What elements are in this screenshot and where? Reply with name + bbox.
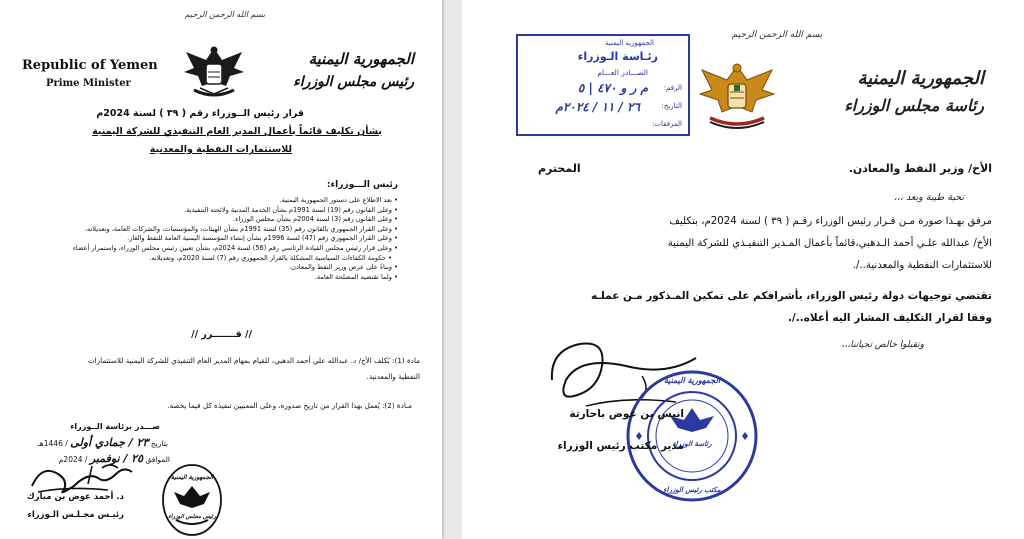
date-greg-label: الموافق [145,455,170,464]
decides-heading: // قـــــــرر // [191,329,252,340]
reg-stamp-line2: رئـاسة الـوزراء [577,50,658,63]
cover-letter-document [462,0,1024,539]
stamp-bottom-text: مكتب رئيس الوزراء [663,486,721,494]
article-2: مـادة (2): يُعمل بهذا القرار من تاريخ صدوره، وعلى المعنيين تنفيذه كل فيما يخصه. [167,401,412,410]
header-en-line2: Prime Minister [46,78,131,89]
body-line2: الأخ/ عبدالله علـي أحمد الـدهبي،قائماً بأعمال المـدير التنفيـذي للشركة اليمنية [667,238,992,249]
consideration-item: • حكومة الكفاءات السياسية المشكلة بالقرار الجمهوري رقم (7) لسنة 2020م، وتعديلاته. [8,254,398,264]
article-1-line2: النفطية والمعدنية. [366,372,420,381]
yemen-eagle-emblem-gold-icon [696,58,778,134]
stamp-ring-text: الجمهورية اليمنية [663,376,721,385]
article-1-line1: مادة (1): يُكلف الأخ/ د. عبدالله علي أحمد الدهبي، للقيام بمهام المدير العام التنفيذي للشركة اليمنية للاستثمارات [87,356,420,365]
basmala: بسم الله الرحمن الرحيم [731,30,823,40]
addressee: الأخ/ وزير النفط والمعادن. [848,162,992,175]
reg-stamp-date-label: التاريخ: [661,102,682,110]
consideration-item: • بعد الاطلاع على دستور الجمهورية اليمنية. [8,196,398,206]
header-en-line1: Republic of Yemen [22,58,158,73]
date-hijri-year: / 1446هـ [37,439,68,448]
greeting: تحية طيبة وبعد ،،، [893,192,964,203]
reg-stamp-line3: الصـــادر العـــام [597,68,648,77]
hijri-date [38,436,168,449]
stamp-center-text: رئاسة الوزراء [672,440,712,448]
signer-name: د. أحمد عوض بن مبارك [26,492,124,502]
registration-stamp [516,34,690,136]
body-line3: للاستثمارات النفطية والمعدنية../. [852,260,992,271]
body-line1: مرفق بهـذا صورة مـن قـرار رئيس الوزراء رقـم ( ٣٩ ) لسنة 2024م، بتكليف [669,216,992,227]
closing: وتقبلوا خالص تحياتنا،،، [841,340,924,350]
issued-line: صـــدر برئاسة الــوزراء [70,422,160,431]
subject-line2: للاستثمارات النفطية والمعدنية [149,144,292,155]
reg-stamp-number: م ر و ٤٧٠ | ٥ [577,81,648,95]
reg-stamp-date: ٢٦ / ١١ / ٢٠٢٤م [555,100,640,114]
reg-stamp-number-label: الرقم: [663,84,682,92]
consideration-item: • وعلى القرار الجمهوري رقم (47) لسنة 1996م بشأن إنشاء المؤسسة اليمنية العامة للنفط والغاز. [8,234,398,244]
directive-line1: تقتضي توجيهات دولة رئيس الوزراء، بأشرافكم على تمكين المـذكور مـن عملـه [590,290,992,302]
consideration-item: • ولما تقتضيه المصلحة العامة. [8,273,398,283]
date-greg-year: / 2024م [58,455,88,464]
authority-heading: رئيس الـــوزراء: [326,180,398,190]
subject-line1: بشأن تكليف قائماً بأعمال المدير العام التنفيذي للشركة اليمنية [92,126,382,137]
consideration-item: • وعلى قرار رئيس مجلس القيادة الرئاسي رقم (56) لسنة 2024م، بشأن تعيين رئيس مجلس الوزراء، واستمرار أعضاء [8,244,398,254]
office-round-stamp [622,366,762,506]
consideration-item: • وعلى القانون رقم (19) لسنة 1991م بشأن الخدمة المدنية ولائحته التنفيذية. [8,206,398,216]
header-ar-line1: الجمهورية اليمنية [857,68,984,89]
header-ar-line1: الجمهورية اليمنية [308,50,414,68]
header-ar-line2: رئيس مجلس الوزراء [293,74,414,90]
basmala: بسم الله الرحمن الرحيم [184,10,266,19]
consideration-item: • وبناءً على عرض وزير النفط والمعادن. [8,263,398,273]
consideration-item: • وعلى القرار الجمهوري بالقانون رقم (35) لسنة 1991م بشأن الهيئات، والمؤسسات، والشركات العامة، وتعديلاته. [8,225,398,235]
reg-stamp-line1: الجمهورية اليمنية [604,39,654,47]
signer-title: مدير مكتب رئيس الوزراء [557,440,684,452]
seal-subtext: رئيس مجلس الوزراء [168,514,216,520]
decision-document [0,0,442,539]
consideration-item: • وعلى القانون رقم (3) لسنة 2004م بشأن مجلس الوزراء. [8,215,398,225]
signer-title: رئيـس مجـلـس الـوزراء [27,510,124,520]
reg-stamp-attachments-label: المرفقات: [652,120,682,128]
considerations-list [8,196,398,282]
date-hijri-value: ٢٣ / جمادي أولى [70,436,149,449]
date-greg-value: ٢٥ / نوفمبر [89,452,144,465]
decision-title: قرار رئيس الــوزراء رقم ( ٣٩ ) لسنة 2024م [96,108,304,119]
seal-text: الجمهورية اليمنية [170,474,214,481]
respected: المحترم [538,162,581,175]
signer-name: انيس بن عوض باحارثة [569,408,684,420]
directive-line2: وفقا لقرار التكليف المشار اليه أعلاه../. [787,312,992,324]
header-ar-line2: رئاسة مجلس الوزراء [844,96,984,115]
yemen-eagle-emblem-icon [180,42,248,104]
date-hijri-label: بتاريخ [150,439,168,448]
